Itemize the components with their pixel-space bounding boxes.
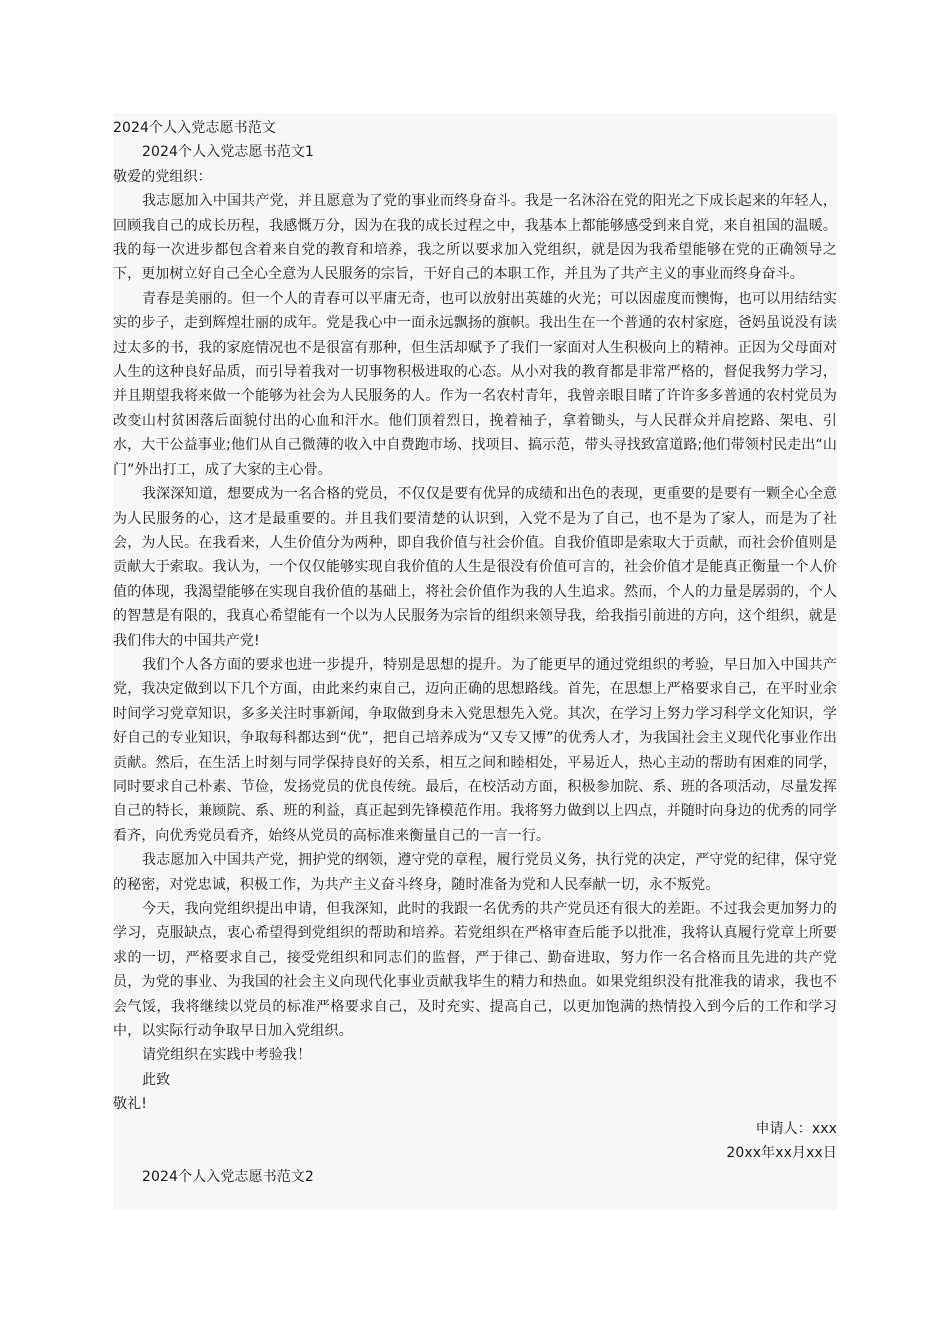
- document-content: [113, 116, 837, 1190]
- main-title: 2024个人入党志愿书范文: [113, 120, 276, 136]
- applicant-signature: 申请人：xxx: [755, 1120, 837, 1137]
- salutation: 敬爱的党组织：: [113, 168, 212, 185]
- paragraph-6: 今天，我向党组织提出申请，但我深知，此时的我跟一名优秀的共产党员还有很大的差距。不过我会更加努力的学习，克服缺点，衷心希望得到党组织的帮助和培养。若党组织在严格审查后能予以批准，我将认真履行党章上所要求的一切，严格要求自己，接受党组织和同志们的监督，严于律己、勤奋进取，努力作一名合格而且先进的共产党员，为党的事业、为我国的社会主义向现代化事业贡献我毕生的精力和热血。如果党组织没有批准我的请求，我也不会气馁，我将继续以党员的标准严格要求自己，及时充实、提高自己，以更加饱满的热情投入到今后的工作和学习中，以实际行动争取早日加入党组织。: [113, 901, 837, 1040]
- application-date: 20xx年xx月xx日: [726, 1145, 837, 1162]
- document-page: [113, 113, 837, 1210]
- closing-cizhi: 此致: [142, 1071, 171, 1088]
- paragraph-1: 我志愿加入中国共产党，并且愿意为了党的事业而终身奋斗。我是一名沐浴在党的阳光之下成长起来的年轻人，回顾我自己的成长历程，我感慨万分，因为在我的成长过程之中，我基本上都能够感受到来自党，来自祖国的温暖。我的每一次进步都包含着来自党的教育和培养，我之所以要求加入党组织，就是因为我希望能够在党的正确领导之下，更加树立好自己全心全意为人民服务的宗旨，干好自己的本职工作，并且为了共产主义的事业而终身奋斗。: [113, 193, 837, 283]
- paragraph-4: 我们个人各方面的要求也进一步提升，特别是思想的提升。为了能更早的通过党组织的考验，早日加入中国共产党，我决定做到以下几个方面，由此来约束自己，迈向正确的思想路线。首先，在思想上严格要求自己，在平时业余时间学习党章知识，多多关注时事新闻，争取做到身未入党思想先入党。其次，在学习上努力学习科学文化知识，学好自己的专业知识，争取每科都达到“优”，把自己培养成为“又专又博”的优秀人才，为我国社会主义现代化事业作出贡献。然后，在生活上时刻与同学保持良好的关系，相互之间和睦相处，平易近人，热心主动的帮助有困难的同学，同时要求自己朴素、节俭，发扬党员的优良传统。最后，在校活动方面，积极参加院、系、班的各项活动，尽量发挥自己的特长，兼顾院、系、班的利益，真正起到先锋模范作用。我将努力做到以上四点，并随时向身边的优秀的同学看齐，向优秀党员看齐，始终从党员的高标准来衡量自己的一言一行。: [113, 656, 837, 844]
- paragraph-2: 青春是美丽的。但一个人的青春可以平庸无奇，也可以放射出英雄的火光；可以因虚度而懊悔，也可以用结结实实的步子，走到辉煌壮丽的成年。党是我心中一面永远飘扬的旗帜。我出生在一个普通的农村家庭，爸妈虽说没有读过太多的书，我的家庭情况也不是很富有那种，但生活却赋予了我们一家面对人生积极向上的精神。正因为父母面对人生的这种良好品质，而引导着我对一切事物积极进取的心态。从小对我的教育都是非常严格的，督促我努力学习，并且期望我将来做一个能够为社会为人民服务的人。作为一名农村青年，我曾亲眼目睹了许许多多普通的农村党员为改变山村贫困落后面貌付出的心血和汗水。他们顶着烈日，挽着袖子，拿着锄头，与人民群众并肩挖路、架电、引水，大干公益事业;他们从自己微薄的收入中自费跑市场、找项目、搞示范，带头寻找致富道路;他们带领村民走出“山门”外出打工，成了大家的主心骨。: [113, 290, 837, 478]
- section-2-title: 2024个人入党志愿书范文2: [142, 1169, 314, 1186]
- closing-jingli: 敬礼!: [113, 1096, 147, 1113]
- paragraph-3: 我深深知道，想要成为一名合格的党员，不仅仅是要有优异的成绩和出色的表现，更重要的是要有一颗全心全意为人民服务的心，这才是最重要的。并且我们要清楚的认识到，入党不是为了自己，也不是为了家人，而是为了社会，为人民。在我看来，人生价值分为两种，即自我价值与社会价值。自我价值即是索取大于贡献，而社会价值则是贡献大于索取。我认为，一个仅仅能够实现自我价值的人生是很没有价值可言的，社会价值才是能真正衡量一个人价值的体现，我渴望能够在实现自我价值的基础上，将社会价值作为我的人生追求。然而，个人的力量是孱弱的，个人的智慧是有限的，我真心希望能有一个以为人民服务为宗旨的组织来领导我，给我指引前进的方向，这个组织，就是我们伟大的中国共产党!: [113, 486, 837, 649]
- paragraph-5: 我志愿加入中国共产党，拥护党的纲领，遵守党的章程，履行党员义务，执行党的决定，严守党的纪律，保守党的秘密，对党忠诚，积极工作，为共产主义奋斗终身，随时准备为党和人民奉献一切，永不叛党。: [113, 852, 837, 893]
- section-1-title: 2024个人入党志愿书范文1: [142, 144, 314, 161]
- closing-request: 请党组织在实践中考验我！: [142, 1047, 312, 1064]
